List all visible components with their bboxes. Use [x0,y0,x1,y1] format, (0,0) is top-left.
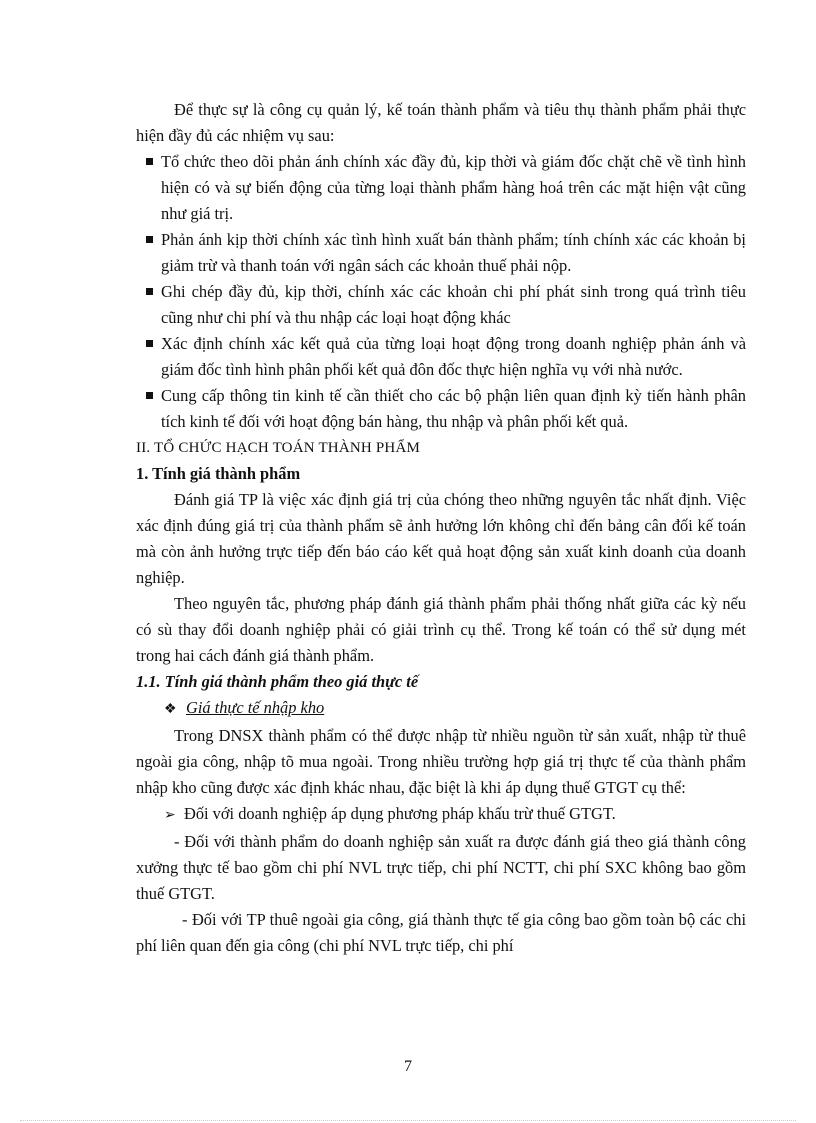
list-item-text: Tổ chức theo dõi phản ánh chính xác đầy đủ, kịp thời và giám đốc chặt chẽ về tình hình hiện có và sự biến động của từng loại thành phẩm hàng hoá trên các mặt hiện vật cũng như giá trị. [161,152,746,223]
section-1-heading: 1. Tính giá thành phẩm [136,464,301,483]
page-content [136,97,746,959]
square-bullet-icon [146,340,153,347]
actual-import-subheading [136,695,746,723]
page-divider [20,1120,796,1121]
list-item-text: Xác định chính xác kết quả của từng loại hoạt động trong doanh nghiệp phản ánh và giám đốc tình hình phân phối kết quả đôn đốc thực hiện nghĩa vụ với nhà nước. [161,334,746,379]
list-item-text: Cung cấp thông tin kinh tế cần thiết cho các bộ phận liên quan định kỳ tiến hành phân tích kinh tế đối với hoạt động bán hàng, thu nhập và phân phối kết quả. [161,386,746,431]
list-item [136,149,746,227]
list-item-text: Ghi chép đầy đủ, kịp thời, chính xác các khoản chi phí phát sinh trong quá trình tiêu cũng như chi phí và thu nhập các loại hoạt động khác [161,282,746,327]
outsourced-paragraph: - Đối với TP thuê ngoài gia công, giá thành thực tế gia công bao gồm toàn bộ các chi phí liên quan đến gia công (chi phí NVL trực tiếp, chi phí [136,910,746,955]
square-bullet-icon [146,288,153,295]
vat-deduction-line [136,801,746,829]
list-item [136,383,746,435]
dnsx-paragraph: Trong DNSX thành phẩm có thể được nhập từ nhiều nguồn từ sản xuất, nhập từ thuê ngoài gia công, nhập tõ mua ngoài. Trong nhiều trường hợp giá trị thực tế của thành phẩm nhập kho cũng được xác định khác nhau, đặc biệt là khi áp dụng thuế GTGT cụ thể: [136,726,746,797]
list-item [136,331,746,383]
square-bullet-icon [146,158,153,165]
tp-definition-paragraph: Đánh giá TP là việc xác định giá trị của chóng theo những nguyên tắc nhất định. Việc xác định đúng giá trị của thành phẩm sẽ ảnh hưởng lớn không chỉ đến bảng cân đối kế toán mà còn ảnh hưởng trực tiếp đến báo cáo kết quả hoạt động sản xuất kinh doanh của doanh nghiệp. [136,490,746,587]
square-bullet-icon [146,392,153,399]
vat-deduction-label: Đối với doanh nghiệp áp dụng phương pháp khấu trừ thuế GTGT. [184,804,616,823]
list-item-text: Phản ánh kịp thời chính xác tình hình xuất bán thành phẩm; tính chính xác các khoản bị giảm trừ và thanh toán với ngân sách các khoản thuế phải nộp. [161,230,746,275]
list-item [136,227,746,279]
diamond-bullet-icon: ❖ [164,702,177,717]
actual-import-label: Giá thực tế nhập kho [186,698,325,717]
list-item [136,279,746,331]
section-1-1-heading: 1.1. Tính giá thành phẩm theo giá thực tế [136,672,419,691]
page-number: 7 [404,1058,412,1075]
self-produced-paragraph: - Đối với thành phẩm do doanh nghiệp sản xuất ra được đánh giá theo giá thành công xưởng thực tế bao gồm chi phí NVL trực tiếp, chi phí NCTT, chi phí SXC không bao gồm thuế GTGT. [136,832,746,903]
principle-paragraph: Theo nguyên tắc, phương pháp đánh giá thành phẩm phải thống nhất giữa các kỳ nếu có sù thay đổi doanh nghiệp phải có giải trình cụ thể. Trong kế toán có thể sử dụng mét trong hai cách đánh giá thành phẩm. [136,594,746,665]
arrow-bullet-icon: ➢ [164,808,176,823]
intro-paragraph: Để thực sự là công cụ quản lý, kế toán thành phẩm và tiêu thụ thành phẩm phải thực hiện đầy đủ các nhiệm vụ sau: [136,100,746,145]
section-ii-heading: II. TỔ CHỨC HẠCH TOÁN THÀNH PHẨM [136,440,421,456]
square-bullet-icon [146,236,153,243]
task-list [136,149,746,435]
